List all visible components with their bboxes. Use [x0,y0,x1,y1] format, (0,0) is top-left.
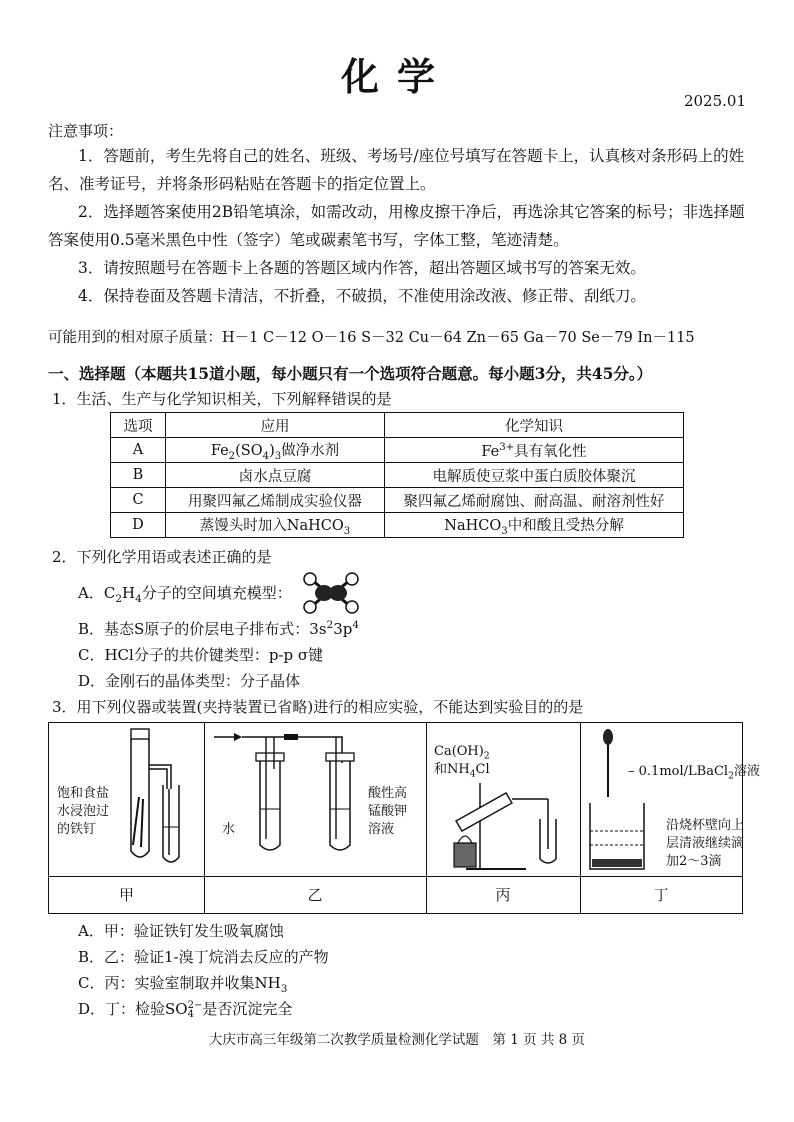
header-option: 选项 [111,413,166,438]
ammonia-apparatus-icon [436,779,576,873]
header-application: 应用 [166,413,385,438]
jia-label-2: 水浸泡过 [57,804,110,819]
table-header-row [111,413,684,438]
ding-label-2: 层清液继续滴 [666,836,745,851]
ding-label-1: 沿烧杯壁向上 [666,818,745,833]
apparatus-caption-row [49,876,742,914]
section-heading: 一、选择题（本题共15道小题，每小题只有一个选项符合题意。每小题3分，共45分。） [48,364,653,383]
exam-date: 2025.01 [683,92,746,110]
table-row [111,463,684,488]
row-knowledge: $Fe^{3+}$具有氧化性 [385,438,684,463]
row-application: 用聚四氟乙烯制成实验仪器 [166,488,385,513]
row-knowledge: NaHCO$_3$中和酸且受热分解 [385,513,684,538]
q3-option-d: D．丁：检验SO2− 4 是否沉淀完全 [78,1000,293,1020]
iron-nail-apparatus-icon [119,727,199,873]
q2-option-a: A．$C_2H_4$分子的空间填充模型： [78,584,292,605]
bing-label-2: 和$NH_4Cl$ [434,762,490,780]
yi-water-label: 水 [222,822,236,837]
ethylene-model-icon [300,570,362,616]
apparatus-jia [49,723,205,876]
q2-option-b: B．基态S原子的价层电子排布式：$3s^23p^4$ [78,619,360,638]
yi-label-1: 酸性高 [368,786,408,801]
row-knowledge: 电解质使豆浆中蛋白质胶体聚沉 [385,463,684,488]
table-row [111,488,684,513]
notice-item-1: 1．答题前，考生先将自己的姓名、班级、考场号/座位号填写在答题卡上，认真核对条形码上的姓名、准考证号，并将条形码粘贴在答题卡的指定位置上。 [48,147,745,193]
header-knowledge: 化学知识 [385,413,684,438]
q3-option-a: A．甲：验证铁钉发生吸氧腐蚀 [78,922,284,940]
row-application: 蒸馒头时加入NaHCO$_3$ [166,513,385,538]
gas-wash-apparatus-icon [212,729,362,869]
q3-option-c: C．丙：实验室制取并收集$NH_3$ [78,974,288,995]
notice-item-3: 3．请按照题号在答题卡上各题的答题区域内作答，超出答题区域书写的答案无效。 [78,259,646,277]
caption-jia: 甲 [49,877,205,914]
bing-label-1: $Ca(OH)_2$ [434,744,490,762]
row-knowledge: 聚四氟乙烯耐腐蚀、耐高温、耐溶剂性好 [385,488,684,513]
ding-reagent-label: – 0.1mol/LBaCl$_2$溶液 [628,764,760,782]
q1-table [110,412,684,538]
q3-stem: 3．用下列仪器或装置(夹持装置已省略)进行的相应实验，不能达到实验目的的是 [52,698,584,716]
q1-stem: 1．生活、生产与化学知识相关，下列解释错误的是 [52,390,392,408]
caption-ding: 丁 [653,886,669,904]
apparatus-yi [204,723,427,876]
apparatus-bing [426,723,581,876]
apparatus-ding [580,723,760,876]
caption-yi: 乙 [204,877,427,914]
yi-label-2: 锰酸钾 [368,804,408,819]
atomic-masses: 可能用到的相对原子质量：H－1 C－12 O－16 S－32 Cu－64 Zn－65 Ga－70 Se－79 In－115 [48,330,695,346]
row-option: D [111,513,166,538]
table-row [111,438,684,463]
row-option: A [111,438,166,463]
row-application: 卤水点豆腐 [166,463,385,488]
notice-heading: 注意事项： [48,122,124,140]
q2-option-d: D．金刚石的晶体类型：分子晶体 [78,672,301,690]
notice-item-4: 4．保持卷面及答题卡清洁，不折叠，不破损，不准使用涂改液、修正带、刮纸刀。 [78,287,646,305]
q3-option-b: B．乙：验证1-溴丁烷消去反应的产物 [78,948,329,966]
q3-apparatus-figure [48,722,760,914]
row-option: C [111,488,166,513]
row-option: B [111,463,166,488]
q2-stem: 2．下列化学用语或表述正确的是 [52,548,272,566]
caption-bing: 丙 [426,877,581,914]
jia-label-3: 的铁钉 [57,822,97,837]
ding-label-3: 加2～3滴 [666,854,722,869]
page-footer: 大庆市高三年级第二次教学质量检测化学试题 第 1 页 共 8 页 [208,1032,586,1048]
yi-label-3: 溶液 [368,822,395,837]
page-title: 化学 [340,54,453,99]
notice-item-2: 2．选择题答案使用2B铅笔填涂，如需改动，用橡皮擦干净后，再选涂其它答案的标号；非选择题答案使用0.5毫米黑色中性（签字）笔或碳素笔书写，字体工整，笔迹清楚。 [48,203,745,249]
table-row [111,513,684,538]
dropper-beaker-icon [586,727,648,873]
jia-label-1: 饱和食盐 [57,786,110,801]
q2-option-c: C．HCl分子的共价键类型：p-p σ键 [78,646,324,664]
row-application: $Fe_2(SO_4)_3$做净水剂 [166,438,385,463]
